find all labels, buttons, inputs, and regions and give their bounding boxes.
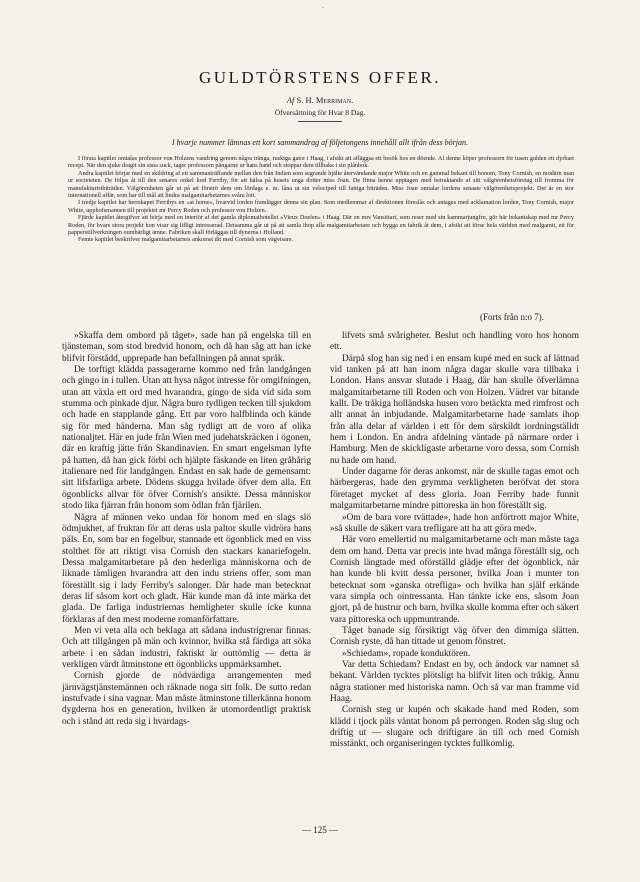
- body-paragraph: Men vi veta alla och beklaga att sådana industrigrenar finnas. Och att tillgången på män och kvinnor, hvilka stå färdiga att söka arbete i en sådan industri, faktiskt är outtömlig — detta är verkligen värdt åtminstone ett ögonblicks uppmärksamhet.: [62, 625, 311, 670]
- body-paragraph: Några af männen veko undan för honom med en slags slö ödmjukhet, af fruktan för att deras usla paltor skulle vidröra hans päls. En, som bar en fogelbur, stannade ett ögonblick med en viss stolthet för att riktigt visa Cornish den stackars kanariefogeln. Dessa malgamitarbetare på den hederliga människorna och de liknade tämligen hvarandra att den indu striens offer, som man föreställt sig i lady Ferriby's salonger. Där hade man betecknat deras lif såsom kort och gladt. Här kunde man då inte märka det glada. De farliga industriernas hemligheter skulle icke kunna förklaras af den mest moderne romanförfattare.: [62, 512, 311, 625]
- byline-author: S. H. Merriman.: [296, 95, 354, 105]
- summary-paragraph: I första kapitlet omtalas professor von Holzens vandring genom några tränga, ruskiga gator i Haag, i afsikt att afläggsa ett besök hos en döende. Af denne köper professorn för tusen gulden ett dyrbart recept. När den sjuke dragit sin sista suck, tager professorn pängarne ur hans hand och stoppar dem tillbaka i sin plånbok.: [68, 155, 574, 170]
- summary-paragraph: Fjärde kapitlet återgifver att börja med en interiör af det gamla diplomathotellet »Vieux Doelen» i Haag. Där en mrs Vansittart, som reser med sin kammarjungfru, gör här bekantskap med mr Percy Roden, för hvars stora projekt hon visar sig lifligt intresserad. Detsamma går ut på att samla ihop alla malgamitarbetare och bygga en fabrik åt dem, i afsikt att förse hela världen med malgamit, ett för papperstillverkningen oumbärligt ämne. Fabriken skall förläggas till dynerna i Holland.: [68, 214, 574, 237]
- page-title: GULDTÖRSTENS OFFER.: [198, 68, 442, 87]
- instalment-note: I hvarje nummer lämnas ett kort sammandrag af följetongens innehåll allt ifrån dess början.: [172, 138, 468, 147]
- body-paragraph: Cornish gjorde de nödvärdiga arrangementen med järnvägstjänstemännen och räknade noga sitt folk. De sutto redan instufvade i sina vagnar. Man måste åtminstone tillerkänna honom dygderna hos en generation, hvilken är utomordentligt praktisk och i stånd att reda sig i hvardags-: [62, 671, 311, 727]
- divider-rule: [298, 121, 342, 122]
- body-paragraph: Var detta Schiedam? Endast en by, och ändock var namnet så bekant. Världen tycktes plötsligt ha blifvit liten och tråkig. Ännu några stationer med historiska namn. Och så var man framme vid Haag.: [330, 659, 579, 704]
- continuation-note: (Forts från n:o 7).: [480, 312, 544, 322]
- byline: [0, 95, 640, 105]
- body-paragraph: lifvets små svårigheter. Beslut och handling voro hos honom ett.: [330, 331, 579, 353]
- body-paragraph: Därpå slog han sig ned i en ensam kupé med en suck af lättnad vid tanken på att han inom några dagar skulle vara tillbaka i London. Hans ansvar slutade i Haag, där han skulle öfverlämna malgamitarbetarne till Roden och von Holzen. Vädret var bitande kallt. De tråkiga holländska husen voro betäckta med rimfrost och allt annat än inbjudande. Malgamitarbetarne hade samlats ihop från alla delar af världen i ett för dem särskildt iordningställdt hem i London. En andra afdelning väntade på närmare order i Hamburg. Men de skickligaste arbetarne voro dessa, som Cornish nu hade om hand.: [330, 353, 579, 466]
- body-paragraph: Under dagarne för deras ankomst, när de skulle tagas emot och härbergeras, hade den grymma verkligheten beröfvat det stora företaget mycket af dess gloria. Joan Ferriby hade funnit malgamitarbetarne mindre pittoreska än hon föreställt sig.: [330, 467, 579, 512]
- summary-paragraph: Andra kapitlet börjar med en skildring af ett sammanträffande mellan den från Indien som segrande hjälte återvändande major White och en gammal bekant till honom, Tony Cornish, en modärn man ur societeten. De följas åt till den senares onkel lord Ferriby, för att hälsa på husets unga dotter miss Joan. De finna henne upptagen med betraktande af sitt välgörenhetsföretag till fromma för manufakturistbiträden. Välgörenheten går ut på att förströ dem om lördags e. m. låna ut sin velociped till fattiga biträden. Miss Joan omtalar lordens senaste välgörenhetsprojekt. Det är en stor internationell affär, som har till mål att lindra malgamitarbetarnes svåra lott.: [68, 169, 574, 200]
- body-paragraph: Tåget banade sig försiktigt väg öfver den dimmiga slätten. Cornish ryste, då han tittade ut genom fönstret.: [330, 625, 579, 648]
- byline-af: Af: [286, 95, 295, 105]
- body-paragraph: »Skaffa dem ombord på tåget», sade han på engelska till en tjänsteman, som stod bredvid honom, och då han såg att han icke blifvit förstådd, upprepade han befallningen på annat språk.: [62, 331, 311, 364]
- body-paragraph: »Om de bara vore tvättade», hade hon anförtrott major White, »så skulle de säkert vara trefligare att ha att göra med».: [330, 512, 579, 534]
- summary-paragraph: Femte kapitlet beskrifver malgamitarbetarnes ankomst dit med Cornish som vägvisare.: [78, 236, 294, 244]
- summary-paragraph: I tredje kapitlet har herrskapet Ferribys en »at home», hvarvid lorden framlägger denna sin plan. Som medlemmar af direktionen föreslås och antages med acklamation lorden, Tony Cornish, major White, upphofsmannen till projektet mr Percy Roden och professor von Holzen.: [68, 199, 574, 214]
- summary-block: [68, 155, 574, 244]
- page-number: — 125 —: [302, 825, 338, 835]
- body-paragraph: Här voro emellertid nu malgamitarbetarne och man måste taga dem om hand. Detta var precis inte hvad många föreställt sig, och Cornish längtade med oförställd glädje efter det ögonblick, när han kunde bli kvitt dessa personer, hvilka Joan i munter ton betecknat som »ganska otrefliga» och hvilka han själf erkände vara simpla och ointressanta. Han tänkte icke ens, såsom Joan gjort, på de hustrur och barn, hvilka skulle komma efter och säkert vara pittoreska och uppmuntrande.: [330, 535, 579, 625]
- body-paragraph: De torftigt klädda passagerarne kommo ned från landgången och gingo in i tullen. Utan att hysa något intresse för omgifningen, utan att växla ett ord med hvarandra, gingo de sida vid sida som stumma och pinkade djur. Några buro tydligen tecken till sjukdom och hade en stapplande gång. Ett par voro halfblinda och kände sig för med händerna. Man såg tydligt att de voro af olika nationaljtet. Här en jude från Wien med judehatskräcken i ögonen, där en kraftig jätte från Skandinavien. En smart engelsman lyfte på hatten, då han gick förbi och hjälpte fäskande en liten gråhårig italienare ned för landgången. Endast en sak hade de gemensamt: sitt lifsfarliga arbete. Dödens skugga hvilade öfver dem alla. Ett ögonblicks allvar för öfver Cornish's ansikte. Dessa människor stodo lika fjärran från honom som ödlan från fjärilen.: [62, 365, 311, 512]
- body-paragraph: »Schiedam», ropade konduktören.: [342, 648, 471, 659]
- left-column: [62, 331, 311, 728]
- body-paragraph: Cornish steg ur kupén och skakade hand med Roden, som klädd i tjock päls väntat honom på perrongen. Roden såg slug och driftig ut — slugare och driftigare än till och med Cornish misstänkt, och organiseringen tycktes fullkomlig.: [330, 705, 579, 750]
- translation-note: Öfversättning för Hvar 8 Dag.: [274, 108, 366, 117]
- print-mark: ˊ: [322, 6, 325, 14]
- right-column: [330, 331, 579, 751]
